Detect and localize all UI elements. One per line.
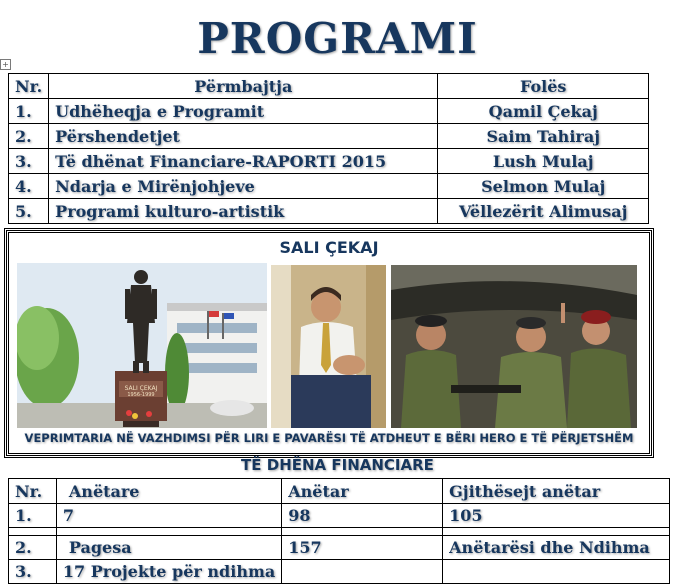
finance-cell: 98 [282, 504, 443, 528]
table-move-handle-icon[interactable]: + [0, 59, 11, 70]
program-nr: 1. [9, 99, 49, 124]
finance-cell: Pagesa [56, 536, 281, 560]
table-row [9, 124, 649, 149]
table-row [9, 504, 670, 528]
program-content: Programi kulturo-artistik [49, 199, 438, 224]
finance-header-row [9, 479, 670, 504]
statue-photo [17, 263, 267, 428]
finance-header-nr: Nr. [9, 479, 57, 504]
program-content: Ndarja e Mirënjohjeve [49, 174, 438, 199]
finance-cell: Anëtarësi dhe Ndihma [443, 536, 670, 560]
finance-cell: 7 [56, 504, 281, 528]
page-title: PROGRAMI [197, 14, 478, 63]
finance-header-female: Anëtare [56, 479, 281, 504]
table-row [9, 174, 649, 199]
program-header-nr: Nr. [9, 74, 49, 99]
program-speaker: Selmon Mulaj [438, 174, 649, 199]
finance-nr: 3. [9, 560, 57, 584]
program-speaker: Qamil Çekaj [438, 99, 649, 124]
statue-plaque-years: 1956-1999 [127, 392, 155, 398]
finance-cell: 17 Projekte për ndihma [56, 560, 281, 584]
program-speaker: Lush Mulaj [438, 149, 649, 174]
finance-header-total: Gjithësejt anëtar [443, 479, 670, 504]
program-speaker: Saim Tahiraj [438, 124, 649, 149]
program-header-content: Përmbajtja [49, 74, 438, 99]
soldiers-photo [391, 265, 637, 428]
program-nr: 2. [9, 124, 49, 149]
statue-plaque-text: SALI ÇEKAJ [124, 385, 158, 392]
tribute-caption: VEPRIMTARIA NË VAZHDIMSI PËR LIRI E PAVARËSI TË ATDHEUT E BËRI HERO E TË PËRJETSHËM [24, 431, 634, 445]
finance-cell [443, 560, 670, 584]
finance-cell: 157 [282, 536, 443, 560]
program-nr: 4. [9, 174, 49, 199]
program-table [8, 73, 649, 224]
program-nr: 5. [9, 199, 49, 224]
finance-spacer-row [9, 528, 670, 536]
finance-header-male: Anëtar [282, 479, 443, 504]
program-speaker: Vëllezërit Alimusaj [438, 199, 649, 224]
spacer-cell [56, 528, 281, 536]
portrait-photo [271, 265, 386, 428]
finance-nr: 1. [9, 504, 57, 528]
finance-cell [282, 560, 443, 584]
spacer-cell [282, 528, 443, 536]
table-row [9, 99, 649, 124]
finance-table [8, 478, 670, 584]
finance-nr: 2. [9, 536, 57, 560]
program-content: Të dhënat Financiare-RAPORTI 2015 [49, 149, 438, 174]
table-row [9, 536, 670, 560]
table-row [9, 149, 649, 174]
program-header-row [9, 74, 649, 99]
program-content: Përshendetjet [49, 124, 438, 149]
finance-cell: 105 [443, 504, 670, 528]
table-row [9, 560, 670, 584]
spacer-cell [443, 528, 670, 536]
tribute-box [6, 230, 652, 456]
program-header-speaker: Folës [438, 74, 649, 99]
program-content: Udhëheqja e Programit [49, 99, 438, 124]
spacer-cell [9, 528, 57, 536]
finance-title: TË DHËNA FINANCIARE [241, 456, 434, 474]
tribute-name: SALI ÇEKAJ [279, 238, 379, 257]
table-row [9, 199, 649, 224]
program-nr: 3. [9, 149, 49, 174]
